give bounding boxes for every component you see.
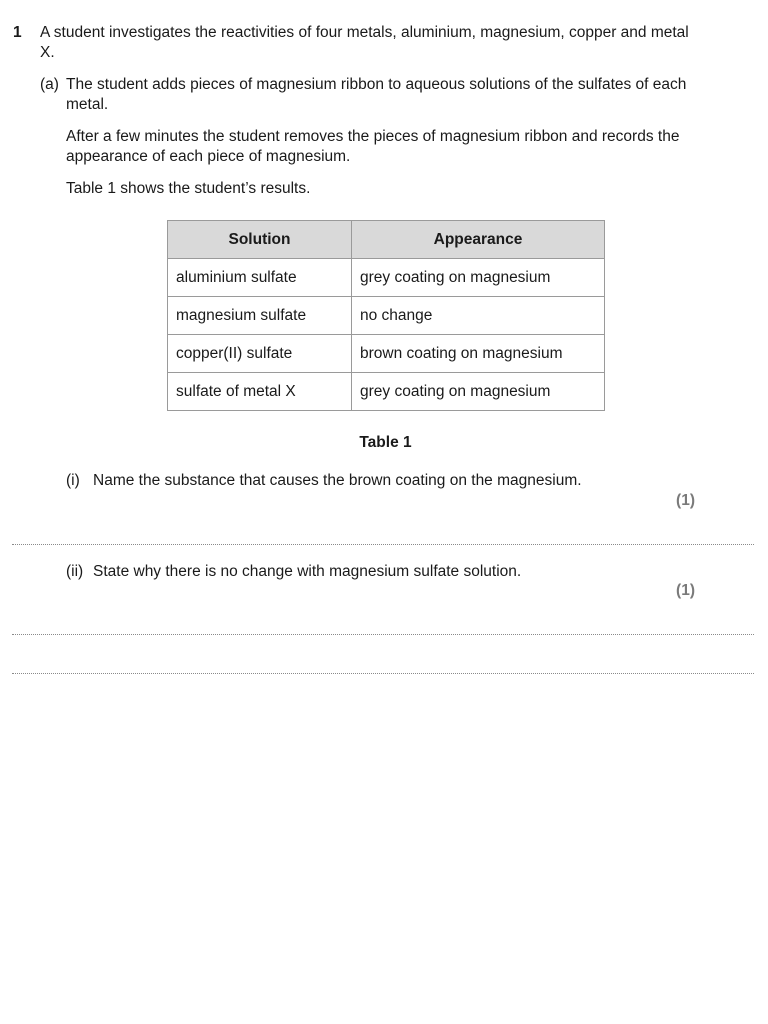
sub-question-ii-text: State why there is no change with magnesium sulfate solution. bbox=[93, 563, 522, 580]
table-cell-appearance: brown coating on magnesium bbox=[352, 335, 605, 373]
table-cell-appearance: grey coating on magnesium bbox=[352, 373, 605, 411]
table-cell-solution: magnesium sulfate bbox=[168, 297, 352, 335]
sub-question-i-marks: (1) bbox=[676, 492, 695, 509]
sub-question-ii-label: (ii) bbox=[66, 563, 84, 580]
table-row bbox=[168, 297, 605, 335]
table-row bbox=[168, 259, 605, 297]
part-a-text: The student adds pieces of magnesium ribbon to aqueous solutions of the sulfates of each metal. bbox=[66, 76, 687, 113]
table-cell-solution: aluminium sulfate bbox=[168, 259, 352, 297]
answer-line-ii-2[interactable] bbox=[12, 673, 754, 674]
sub-question-i-label: (i) bbox=[66, 472, 80, 489]
question-number: 1 bbox=[13, 24, 22, 41]
table-cell-solution: sulfate of metal X bbox=[168, 373, 352, 411]
answer-line-ii-1[interactable] bbox=[12, 634, 754, 635]
table-header-solution: Solution bbox=[168, 221, 352, 259]
question-stem: A student investigates the reactivities of four metals, aluminium, magnesium, copper and metal X. bbox=[40, 24, 689, 61]
table-row bbox=[168, 335, 605, 373]
table-cell-appearance: no change bbox=[352, 297, 605, 335]
part-a-label: (a) bbox=[40, 76, 59, 93]
sub-question-ii-marks: (1) bbox=[676, 582, 695, 599]
sub-question-i-text: Name the substance that causes the brown coating on the magnesium. bbox=[93, 472, 582, 489]
part-a-paragraph-2: After a few minutes the student removes the pieces of magnesium ribbon and records the appearance of each piece of magnesium. bbox=[66, 128, 680, 165]
table-header-row bbox=[168, 221, 605, 259]
results-table bbox=[167, 220, 605, 411]
table-cell-solution: copper(II) sulfate bbox=[168, 335, 352, 373]
table-row bbox=[168, 373, 605, 411]
table-header-appearance: Appearance bbox=[352, 221, 605, 259]
table-cell-appearance: grey coating on magnesium bbox=[352, 259, 605, 297]
answer-line-i-1[interactable] bbox=[12, 544, 754, 545]
part-a-paragraph-3: Table 1 shows the student’s results. bbox=[66, 180, 311, 197]
table-caption: Table 1 bbox=[359, 434, 412, 451]
